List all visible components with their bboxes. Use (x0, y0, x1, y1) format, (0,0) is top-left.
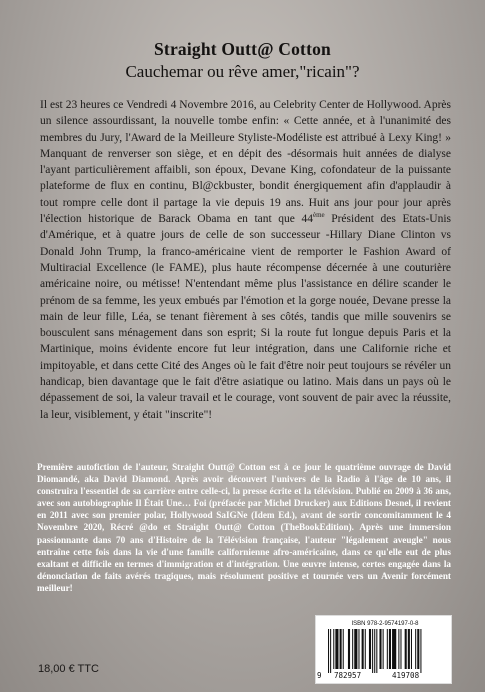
price-label: 18,00 € TTC (38, 663, 99, 675)
barcode-bar (335, 629, 338, 669)
isbn-number: ISBN 978-2-9574197-0-8 (351, 621, 419, 627)
barcode-bar (392, 629, 396, 669)
barcode-bar (415, 629, 416, 669)
author-blurb: Première autofiction de l'auteur, Straight Outt@ Cotton est à ce jour le quatrième ouvrage de David Diomandé, aka David Diamond. Après avoir découvert l'univers de la Radio à l'âge de 10 ans, il construira l'essentiel de sa carrière entre celle-ci, la presse écrite et la télévision. Publié en 2009 à 36 ans, avec son autobiographie Il Était Une… Foi (préfacée par Michel Drucker) aux Editions Desnel, il revient en 2011 avec son premier polar, Hollywood SaIGNe (Idem Ed.), avant de sortir concomitamment le 4 Novembre 2020, Récré @do et Straight Outt@ Cotton (TheBookEdition). Après une immersion passionnante dans 70 ans d'Histoire de la Télévision française, l'auteur "légalement aveugle" nous entraîne cette fois dans la vie d'une famille californienne afro-américaine, dans ce qu'elle eut de plus exaltant et difficile en termes d'immigration et d'intégration. Une œuvre intense, certes engagée dans la dénonciation de faits avérés tragiques, mais résolument positive et tournée vers un Avenir forcément meilleur! (37, 462, 451, 593)
barcode-bar (411, 629, 412, 669)
barcode-bar (365, 629, 366, 669)
barcode-bar (330, 629, 331, 673)
barcode-bar (374, 629, 375, 673)
barcode-bar (417, 629, 419, 669)
barcode-bar (328, 629, 329, 673)
barcode-bar (383, 629, 384, 669)
barcode-bar (387, 629, 388, 669)
barcode-bar (340, 629, 342, 669)
barcode-bar (354, 629, 357, 669)
barcode-bar (348, 629, 350, 669)
excerpt-text-2: Président des Etats-Unis d'Amérique, et à quatre jours de celle de son successeur -Hillary Diane Clinton vs Donald John Trump, la franco-américaine vient de remporter le Fashion Award of Multiracial Excellence (le FAME), plus haute récompense décernée à une couturière américaine noire, ou métisse! N'entendant même plus l'assistance en délire scander le prénom de sa femme, les yeux embués par l'émotion et la gorge nouée, Devane presse la main de leur fille, Léa, se tenant fièrement à ses côtés, tandis que mille souvenirs se bousculent sans ménagement dans son esprit; Si la route fut longue depuis Paris et la Martinique, moins évidente encore fut leur intégration, dans une Californie riche et impitoyable, et dans cette Cité des Anges où le fait d'être noir peut toujours se révéler un handicap, bien davantage que le fait d'être asiatique ou latino. Mais dans un pays où le dépassement de soi, la valeur travail et le courage, vont souvent de pair avec la réussite, la leur, visiblement, y était "inscrite"! (40, 213, 451, 421)
ean-first-digit: 9 (317, 671, 322, 680)
barcode-bar (405, 629, 407, 669)
barcode-bar (398, 629, 399, 669)
barcode-bar (400, 629, 401, 669)
barcode-bar (389, 629, 391, 669)
book-subtitle: Cauchemar ou rêve amer,"ricain"? (125, 62, 360, 81)
barcode-bar (379, 629, 381, 669)
barcode-bar (343, 629, 344, 669)
barcode-bar (352, 629, 353, 669)
barcode-bar (376, 629, 377, 673)
barcode-label (315, 615, 452, 684)
excerpt-paragraph (40, 97, 451, 423)
barcode-icon (322, 629, 446, 673)
excerpt-superscript: ème (312, 211, 325, 220)
barcode-bar (362, 629, 364, 669)
barcode-bar (372, 629, 373, 673)
barcode-bar (408, 629, 410, 669)
barcode-bar (358, 629, 359, 669)
book-title: Straight Outt@ Cotton (153, 39, 331, 59)
ean-right-group: 419708 (392, 671, 420, 680)
ean-digits (316, 671, 451, 681)
barcode-bar (420, 629, 421, 673)
excerpt-text-1: Il est 23 heures ce Vendredi 4 Novembre 2016, au Celebrity Center de Hollywood. Après un silence assourdissant, la nouvelle tombe enfin: « Cette année, et à l'unanimité des membres du Jury, l'Award de la Meilleure Styliste-Modéliste est attribué à Lexy King! » Manquant de renverser son siège, et en dépit des -désormais huit années de dialyse l'ayant particulièrement affaibli, son époux, Devane King, cofondateur de la puissante plateforme de flux en continu, Bl@ckbuster, bondit énergiquement afin d'applaudir à tout rompre celle dont il partage la vie depuis 19 ans. Huit ans jour pour jour après l'élection historique de Barack Obama en tant que 44 (40, 99, 451, 226)
ean-left-group: 782957 (334, 671, 362, 680)
barcode-bar (369, 629, 371, 669)
barcode-bar (333, 629, 334, 669)
